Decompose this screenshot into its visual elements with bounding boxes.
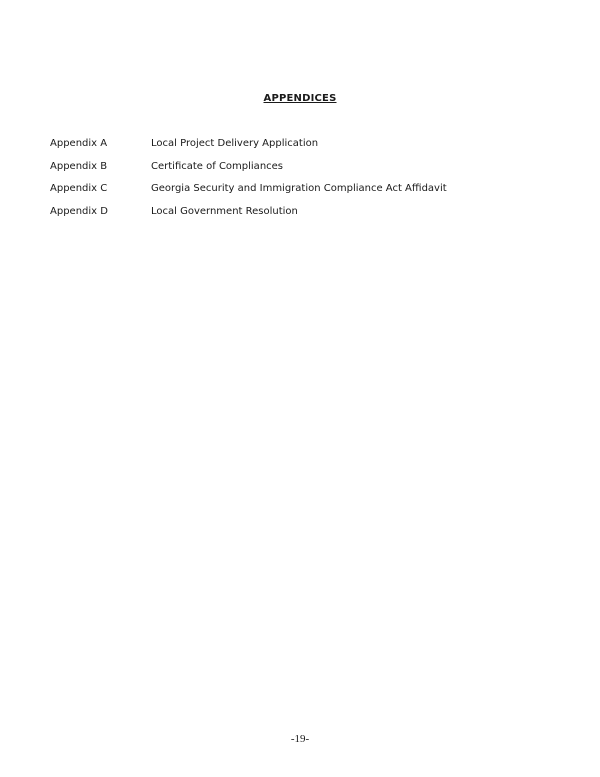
appendix-label: Appendix D [50,205,108,217]
appendix-label: Appendix C [50,183,108,194]
page-number: -19- [290,733,310,745]
appendix-title: Georgia Security and Immigration Compliance Act Affidavit [151,183,447,194]
appendix-row-a [50,138,570,161]
appendix-label: Appendix A [50,138,108,149]
appendix-label: Appendix B [50,160,108,172]
appendix-row-b [50,161,570,184]
appendix-row-d [50,206,570,229]
appendix-row-c [50,183,570,206]
page-title: APPENDICES [263,93,337,104]
appendix-title: Certificate of Compliances [151,160,284,172]
appendix-list [50,138,570,228]
appendix-title: Local Project Delivery Application [151,138,319,149]
appendix-title: Local Government Resolution [151,205,298,217]
